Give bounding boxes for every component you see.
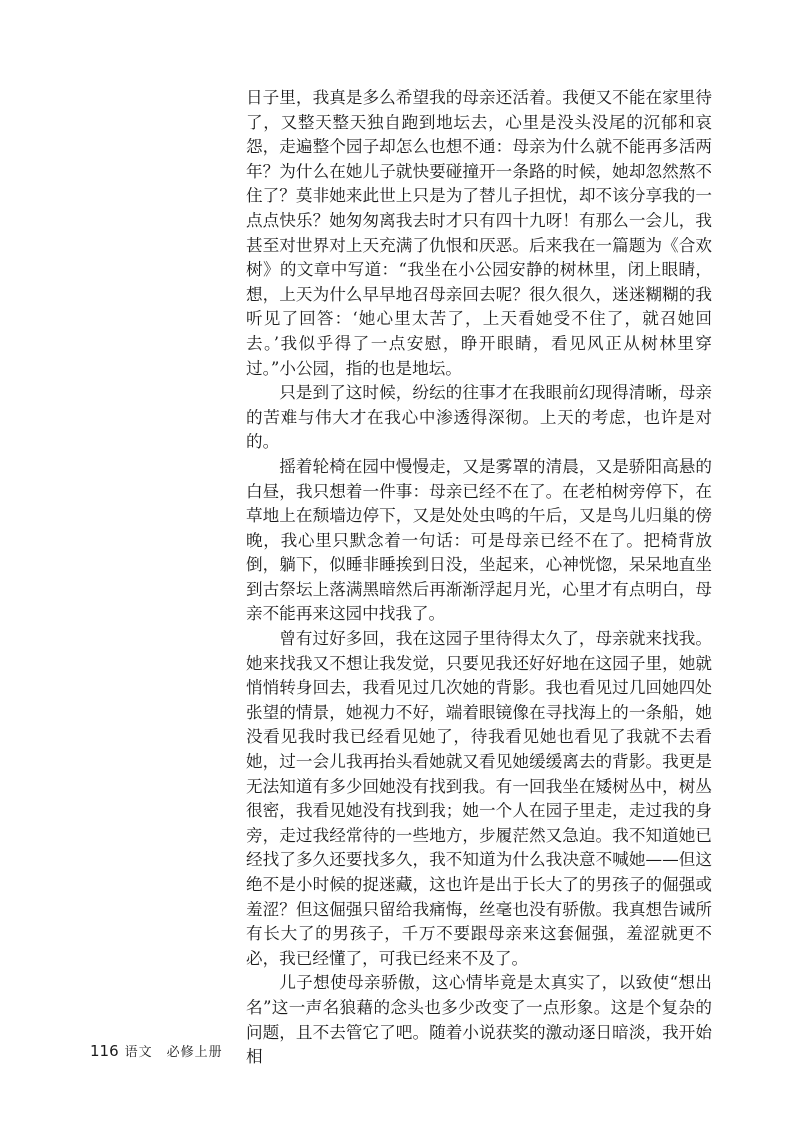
page-body <box>246 86 712 1070</box>
book-title: 语文 必修上册 <box>124 1045 223 1060</box>
paragraph-4: 曾有过好多回，我在这园子里待得太久了，母亲就来找我。她来找我又不想让我发觉，只要见我还好好地在这园子里，她就悄悄转身回去，我看见过几次她的背影。我也看见过几回她四处张望的情景，她视力不好，端着眼镜像在寻找海上的一条船，她没看见我时我已经看见她了，待我看见她也看见了我就不去看她，过一会儿我再抬头看她就又看见她缓缓离去的背影。我更是无法知道有多少回她没有找到我。有一回我坐在矮树丛中，树丛很密，我看见她没有找到我；她一个人在园子里走，走过我的身旁，走过我经常待的一些地方，步履茫然又急迫。我不知道她已经找了多久还要找多久，我不知道为什么我决意不喊她——但这绝不是小时候的捉迷藏，这也许是出于长大了的男孩子的倔强或羞涩？但这倔强只留给我痛悔，丝毫也没有骄傲。我真想告诫所有长大了的男孩子，千万不要跟母亲来这套倔强，羞涩就更不必，我已经懂了，可我已经来不及了。 <box>246 629 712 968</box>
paragraph-1: 日子里，我真是多么希望我的母亲还活着。我便又不能在家里待了，又整天整天独自跑到地坛去，心里是没头没尾的沉郁和哀怨，走遍整个园子却怎么也想不通：母亲为什么就不能再多活两年？为什么在她儿子就快要碰撞开一条路的时候，她却忽然熬不住了？莫非她来此世上只是为了替儿子担忧，却不该分享我的一点点快乐？她匆匆离我去时才只有四十九呀！有那么一会儿，我甚至对世界对上天充满了仇恨和厌恶。后来我在一篇题为《合欢树》的文章中写道：“我坐在小公园安静的树林里，闭上眼睛，想，上天为什么早早地召母亲回去呢？很久很久，迷迷糊糊的我听见了回答：‘她心里太苦了，上天看她受不住了，就召她回去。’我似乎得了一点安慰，睁开眼睛，看见风正从树林里穿过。”小公园，指的也是地坛。 <box>246 88 712 378</box>
paragraph-5: 儿子想使母亲骄傲，这心情毕竟是太真实了，以致使“想出名”这一声名狼藉的念头也多少改变了一点形象。这是个复杂的问题，且不去管它了吧。随着小说获奖的激动逐日暗淡，我开始相 <box>246 973 712 1067</box>
paragraph-2: 只是到了这时候，纷纭的往事才在我眼前幻现得清晰，母亲的苦难与伟大才在我心中渗透得深彻。上天的考虑，也许是对的。 <box>246 383 712 452</box>
paragraph-3: 摇着轮椅在园中慢慢走，又是雾罩的清晨，又是骄阳高悬的白昼，我只想着一件事：母亲已经不在了。在老柏树旁停下，在草地上在颓墙边停下，又是处处虫鸣的午后，又是鸟儿归巢的傍晚，我心里只默念着一句话：可是母亲已经不在了。把椅背放倒，躺下，似睡非睡挨到日没，坐起来，心神恍惚，呆呆地直坐到古祭坛上落满黑暗然后再渐渐浮起月光，心里才有点明白，母亲不能再来这园中找我了。 <box>246 456 712 624</box>
page-number: 116 <box>90 1042 119 1060</box>
page-footer <box>90 1041 223 1060</box>
